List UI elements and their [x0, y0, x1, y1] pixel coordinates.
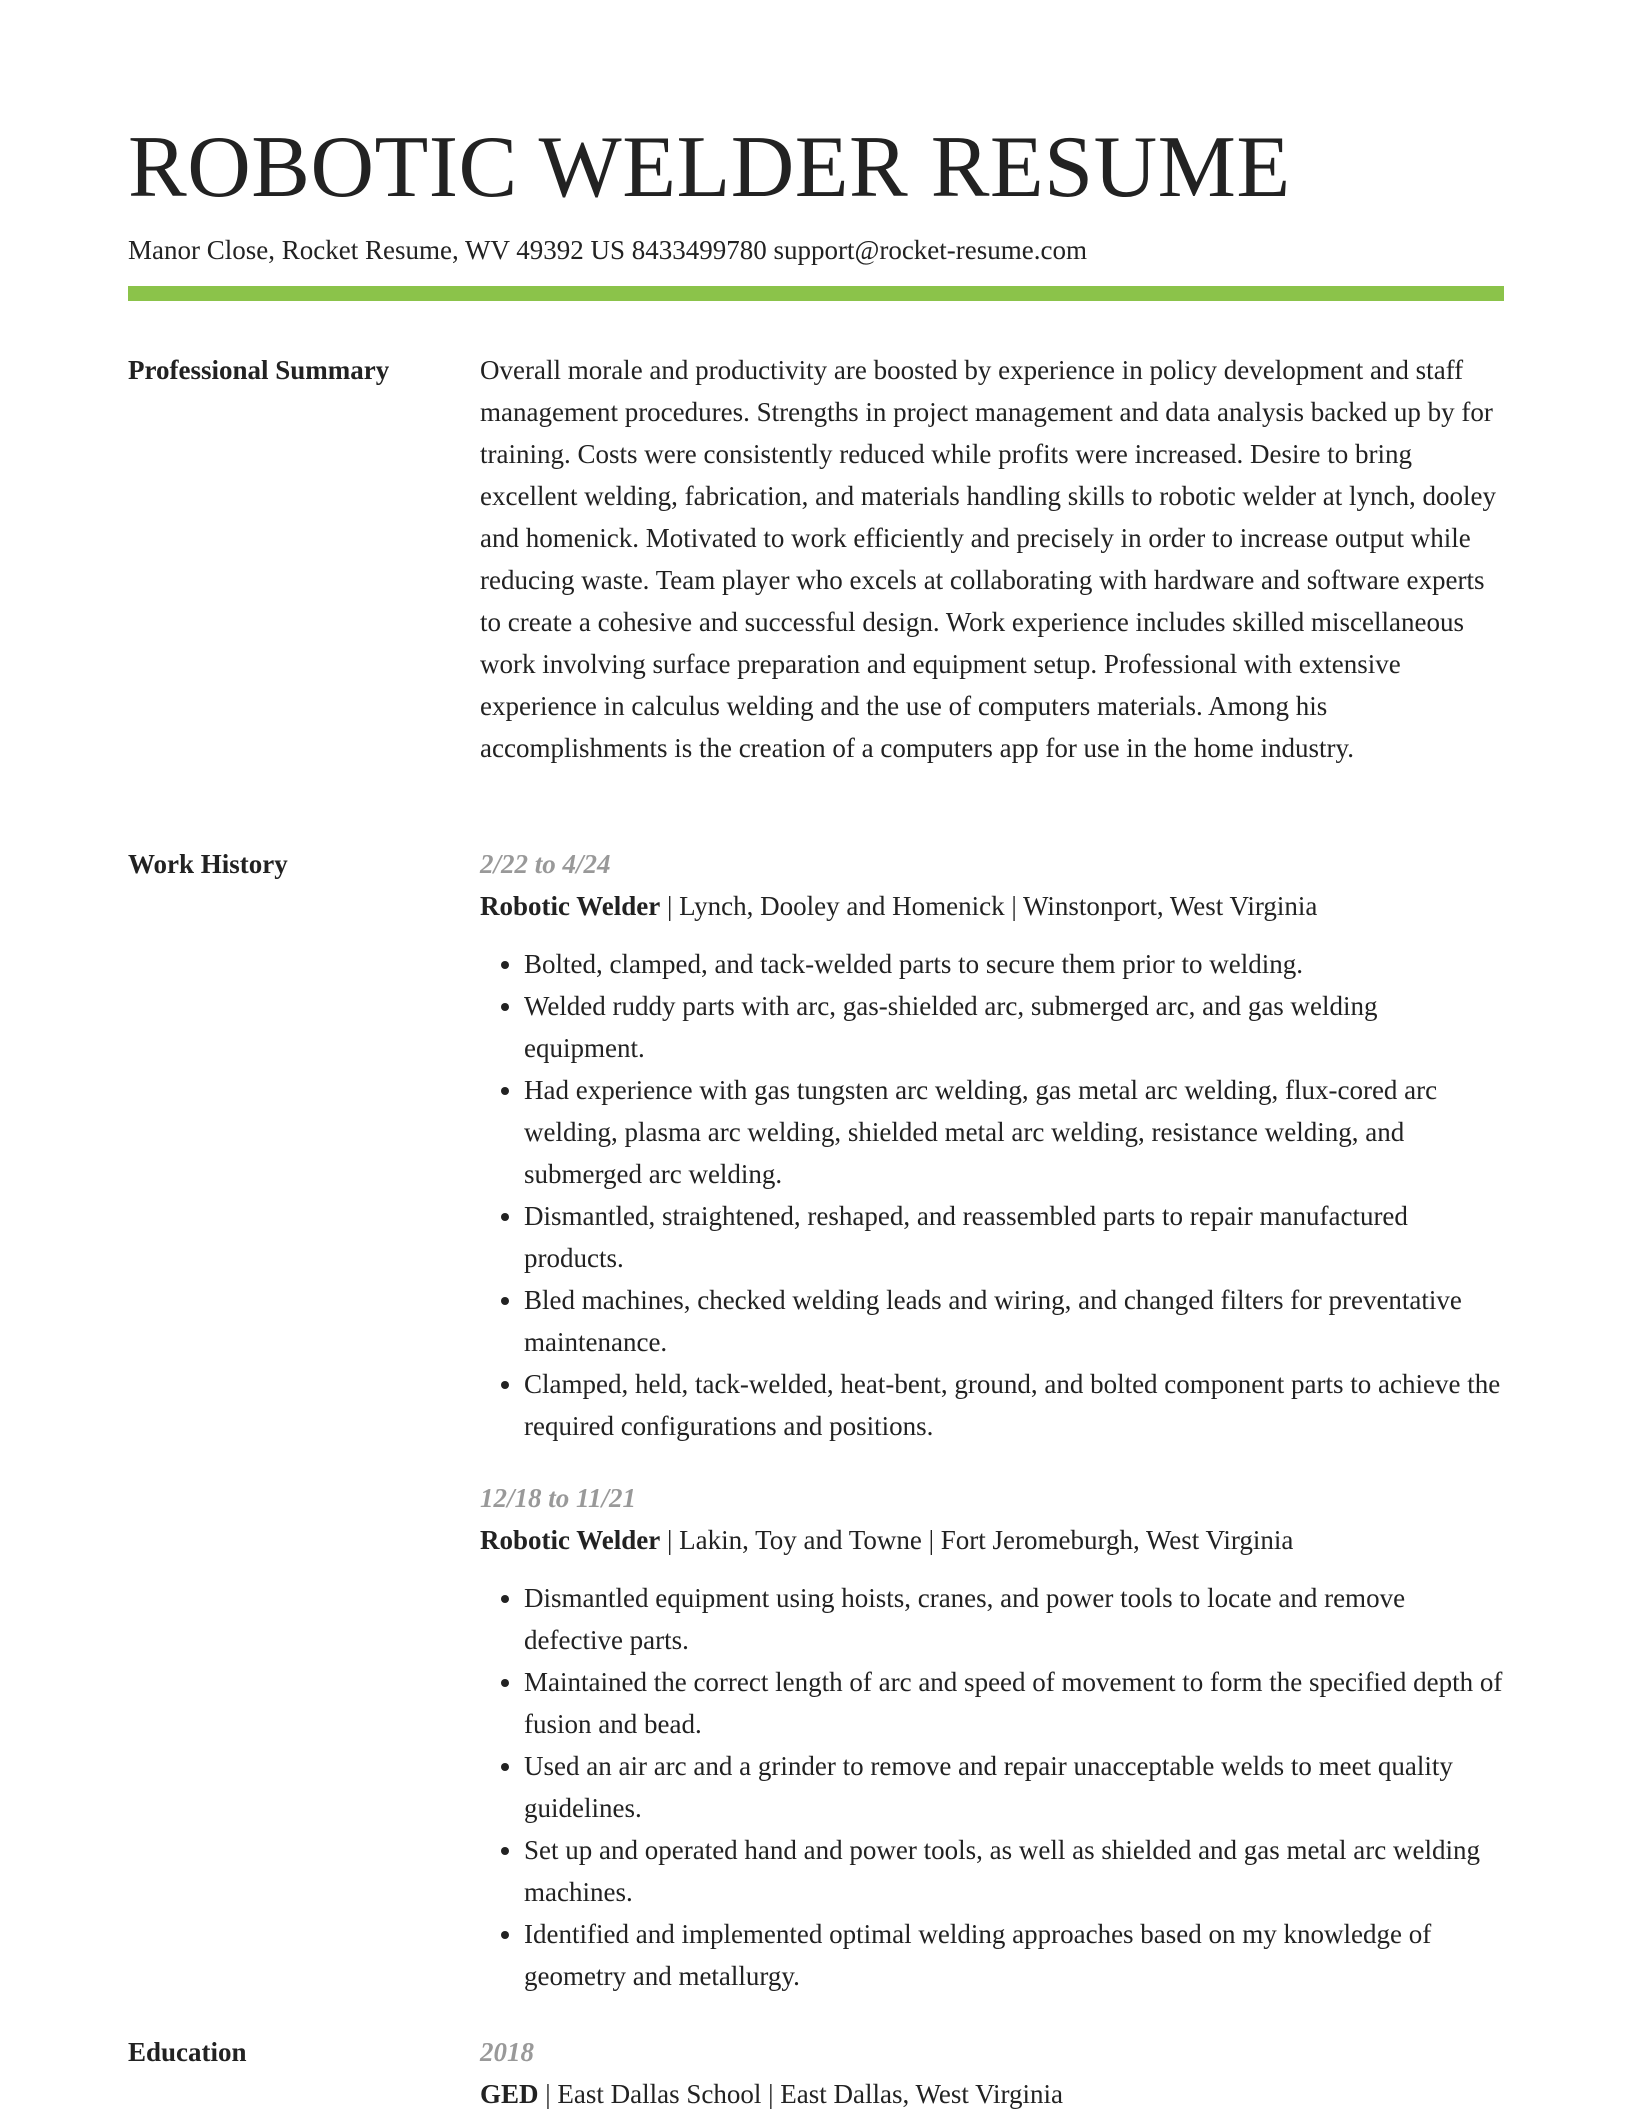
job-bullet: • Dismantled equipment using hoists, cranes, and power tools to locate and remove defective parts. [524, 1577, 1504, 1661]
header-divider [128, 286, 1504, 301]
job-bullet: • Welded ruddy parts with arc, gas-shielded arc, submerged arc, and gas welding equipment. [524, 985, 1504, 1069]
summary-body [480, 349, 1504, 769]
job-employer-location: | Lakin, Toy and Towne | Fort Jeromeburgh, West Virginia [660, 1525, 1294, 1555]
job-bullet: • Dismantled, straightened, reshaped, and reassembled parts to repair manufactured products. [524, 1195, 1504, 1279]
resume-title: ROBOTIC WELDER RESUME [128, 119, 1291, 216]
summary-text: Overall morale and productivity are boosted by experience in policy development and staff management procedures. Strengths in project management and data analysis backed up by for training. Costs were consistently reduced while profits were increased. Desire to bring excellent welding, fabrication, and materials handling skills to robotic welder at lynch, dooley and homenick. Motivated to work efficiently and precisely in order to increase output while reducing waste. Team player who excels at collaborating with hardware and software experts to create a cohesive and successful design. Work experience includes skilled miscellaneous work involving surface preparation and equipment setup. Professional with extensive experience in calculus welding and the use of computers materials. Among his accomplishments is the creation of a computers app for use in the home industry. [480, 355, 1496, 763]
job-dates: 2/22 to 4/24 [480, 849, 611, 879]
job-role: Robotic Welder [480, 891, 661, 921]
job-title-line [480, 885, 1504, 927]
contact-line: Manor Close, Rocket Resume, WV 49392 US 8433499780 support@rocket-resume.com [128, 235, 1087, 265]
job-bullet: • Bled machines, checked welding leads and wiring, and changed filters for preventative maintenance. [524, 1279, 1504, 1363]
job-bullet-list [480, 1577, 1504, 1997]
education-line [480, 2073, 1504, 2115]
job-bullet: • Bolted, clamped, and tack-welded parts to secure them prior to welding. [524, 943, 1504, 985]
job-title-line [480, 1519, 1504, 1561]
job-bullet: • Identified and implemented optimal welding approaches based on my knowledge of geometry and metallurgy. [524, 1913, 1504, 1997]
job-bullet: • Used an air arc and a grinder to remove and repair unacceptable welds to meet quality guidelines. [524, 1745, 1504, 1829]
work-history-body [480, 843, 1504, 1997]
job-bullet: • Maintained the correct length of arc and speed of movement to form the specified depth of fusion and bead. [524, 1661, 1504, 1745]
job-entry [480, 1477, 1504, 1997]
education-school-location: | East Dallas School | East Dallas, West Virginia [538, 2079, 1063, 2109]
education-degree: GED [480, 2079, 539, 2109]
job-bullet: • Set up and operated hand and power tools, as well as shielded and gas metal arc welding machines. [524, 1829, 1504, 1913]
job-bullet: • Clamped, held, tack-welded, heat-bent, ground, and bolted component parts to achieve the required configurations and positions. [524, 1363, 1504, 1447]
job-bullet: • Had experience with gas tungsten arc welding, gas metal arc welding, flux-cored arc welding, plasma arc welding, shielded metal arc welding, resistance welding, and submerged arc welding. [524, 1069, 1504, 1195]
job-role: Robotic Welder [480, 1525, 661, 1555]
job-dates: 12/18 to 11/21 [480, 1483, 637, 1513]
summary-label: Professional Summary [128, 355, 390, 385]
education-label: Education [128, 2037, 247, 2067]
work-history-label: Work History [128, 849, 288, 879]
job-employer-location: | Lynch, Dooley and Homenick | Winstonport, West Virginia [660, 891, 1318, 921]
job-bullet-list [480, 943, 1504, 1447]
job-entry [480, 843, 1504, 1447]
education-body [480, 2031, 1504, 2115]
education-dates: 2018 [480, 2037, 534, 2067]
